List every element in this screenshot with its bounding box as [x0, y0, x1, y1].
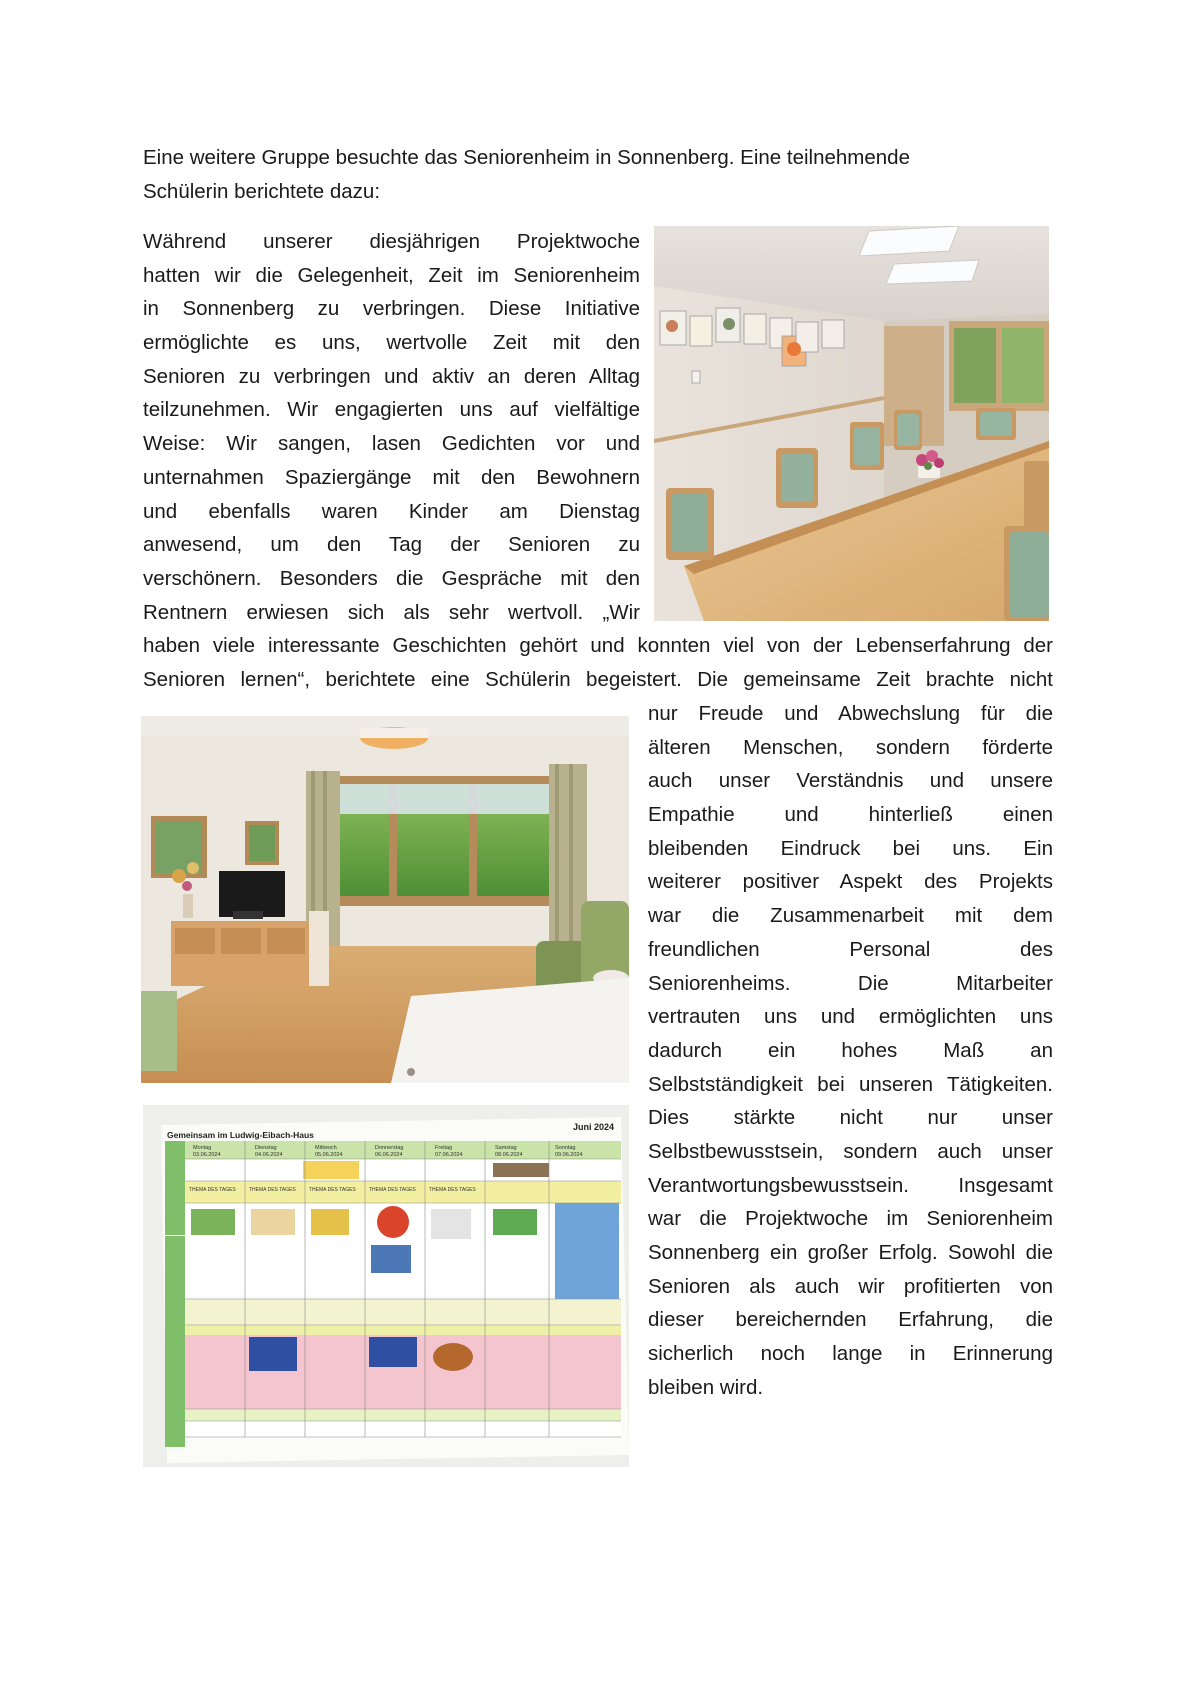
schedule-date: 04.06.2024: [255, 1152, 283, 1158]
schedule-day: Montag: [193, 1145, 212, 1151]
article-block-2: [143, 629, 1053, 696]
schedule-day: Dienstag: [255, 1145, 277, 1151]
text-line: hatten wir die Gelegenheit, Zeit im Seniorenheim: [143, 263, 640, 287]
text-line: Verantwortungsbewusstsein. Insgesamt: [648, 1173, 1053, 1197]
schedule-theme-label: THEMA DES TAGES: [189, 1187, 236, 1193]
schedule-theme-label: THEMA DES TAGES: [369, 1187, 416, 1193]
text-line: weiterer positiver Aspekt des Projekts: [648, 870, 1053, 894]
text-line: dieser bereichernden Erfahrung, die: [648, 1308, 1053, 1332]
dining-room-photo: [654, 226, 1049, 621]
text-line: Rentnern erwiesen sich als sehr wertvoll. „Wir: [143, 600, 640, 624]
text-line: Dies stärkte nicht nur unser: [648, 1106, 1053, 1130]
text-line: freundlichen Personal des: [648, 937, 1053, 961]
schedule-day: Sonntag: [555, 1145, 576, 1151]
text-line: Empathie und hinterließ einen: [648, 803, 1053, 827]
text-line: Seniorenheims. Die Mitarbeiter: [648, 971, 1053, 995]
text-line: dadurch ein hohes Maß an: [648, 1038, 1053, 1062]
text-line: Weise: Wir sangen, lasen Gedichten vor und: [143, 432, 640, 456]
schedule-day: Samstag: [495, 1145, 517, 1151]
text-line: Selbstbewusstsein, sondern auch unser: [648, 1139, 1053, 1163]
living-room-photo: [141, 716, 629, 1083]
text-line: Senioren als auch wir profitierten von: [648, 1274, 1053, 1298]
intro-paragraph: [143, 141, 1023, 208]
text-line: teilzunehmen. Wir engagierten uns auf vielfältige: [143, 398, 640, 422]
text-line: war die Projektwoche im Seniorenheim: [648, 1207, 1053, 1231]
text-line: sicherlich noch lange in Erinnerung: [648, 1342, 1053, 1366]
text-line: Sonnenberg ein großer Erfolg. Sowohl die: [648, 1241, 1053, 1264]
schedule-date: 03.06.2024: [193, 1152, 221, 1158]
schedule-day: Mittwoch: [315, 1145, 337, 1151]
article-block-1: [143, 225, 640, 629]
intro-line: Schülerin berichtete dazu:: [143, 179, 381, 203]
schedule-date: 07.06.2024: [435, 1152, 463, 1158]
intro-line: Eine weitere Gruppe besuchte das Seniorenheim in Sonnenberg. Eine teilnehmende: [143, 146, 910, 169]
text-line: und ebenfalls waren Kinder am Dienstag: [143, 499, 640, 523]
schedule-date: 08.06.2024: [495, 1152, 523, 1158]
schedule-theme-label: THEMA DES TAGES: [309, 1187, 356, 1193]
text-line: war die Zusammenarbeit mit dem: [648, 904, 1053, 928]
schedule-date: 09.06.2024: [555, 1152, 583, 1158]
schedule-day: Freitag: [435, 1145, 453, 1151]
text-line: Senioren zu verbringen und aktiv an deren Alltag: [143, 364, 640, 388]
text-line: unternahmen Spaziergänge mit den Bewohnern: [143, 465, 640, 489]
schedule-photo: [143, 1105, 629, 1467]
schedule-month: Juni 2024: [573, 1122, 615, 1132]
text-line: älteren Menschen, sondern förderte: [648, 735, 1053, 759]
text-line: nur Freude und Abwechslung für die: [648, 702, 1053, 725]
schedule-date: 06.06.2024: [375, 1152, 403, 1158]
text-line: bleiben wird.: [648, 1375, 764, 1399]
text-line: ermöglichte es uns, wertvolle Zeit mit den: [143, 331, 640, 355]
text-line: auch unser Verständnis und unsere: [648, 769, 1053, 793]
text-line: haben viele interessante Geschichten gehört und konnten viel von der Lebenserfahrung der: [143, 634, 1053, 657]
text-line: in Sonnenberg zu verbringen. Diese Initiative: [143, 297, 640, 321]
schedule-day: Donnerstag: [375, 1145, 404, 1151]
schedule-title: Gemeinsam im Ludwig-Eibach-Haus: [167, 1130, 314, 1140]
schedule-theme-label: THEMA DES TAGES: [429, 1187, 476, 1193]
text-line: bleibenden Eindruck bei uns. Ein: [648, 836, 1053, 860]
schedule-date: 05.06.2024: [315, 1152, 343, 1158]
text-line: Während unserer diesjährigen Projektwoche: [143, 230, 640, 253]
text-line: Selbstständigkeit bei unseren Tätigkeiten.: [648, 1072, 1053, 1096]
article-block-3: [648, 697, 1053, 1404]
text-line: anwesend, um den Tag der Senioren zu: [143, 533, 640, 557]
text-line: Senioren lernen“, berichtete eine Schülerin begeistert. Die gemeinsame Zeit brachte nicht: [143, 667, 1053, 691]
schedule-theme-label: THEMA DES TAGES: [249, 1187, 296, 1193]
text-line: verschönern. Besonders die Gespräche mit den: [143, 566, 640, 590]
text-line: vertrauten uns und ermöglichten uns: [648, 1005, 1053, 1029]
